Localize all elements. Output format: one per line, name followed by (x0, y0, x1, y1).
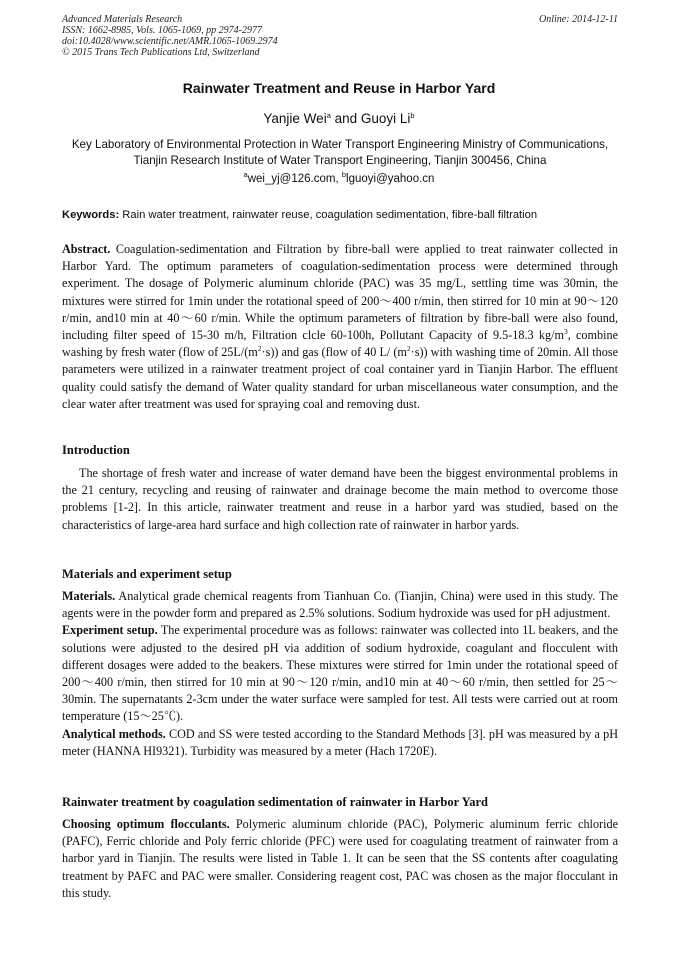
introduction-heading: Introduction (62, 443, 130, 457)
affiliation: Key Laboratory of Environmental Protection in Water Transport Engineering Ministry of Communications, Tianjin Research Institute of Water Transport Engineering, Tianjin 300456, China (71, 138, 609, 167)
author-1: Yanjie Wei (263, 111, 327, 126)
abstract-text-2: , combine washing by fresh water (flow of 25L/(m (62, 328, 618, 360)
keywords-text: Rain water treatment, rainwater reuse, coagulation sedimentation, fibre-ball filtration (119, 209, 538, 221)
online-date: Online: 2014-12-11 (539, 14, 618, 25)
journal-name: Advanced Materials Research (62, 14, 183, 25)
journal-copyright: © 2015 Trans Tech Publications Ltd, Switzerland (62, 47, 260, 58)
methods-label: Analytical methods. (62, 726, 166, 741)
keywords-label: Keywords: (62, 209, 120, 221)
author-line (0, 111, 678, 126)
methods-paragraph (62, 726, 618, 760)
email-2-sup: b (341, 170, 347, 179)
abstract-text-1: Coagulation-sedimentation and Filtration by fibre-ball were applied to treat rainwater collected in Harbor Yard. The optimum parameters of coagulation-sedimentation process were determined through experiment. The dosage of Polymeric aluminum chloride (PAC) was 35 mg/L, settling time was 30min, the mixtures were stirred for 1min under the rotational speed of 200～400 r/min, then stirred for 10 min at 90～120 r/min, and10 min at 40～60 r/min. While the optimum parameters of filtration by fibre-ball were also found, including filter speed of 15-30 m/h, Filtration clcle 60-100h, Pollutant Capacity of 9.5-18.3 kg/m (62, 242, 618, 343)
flocculants-label: Choosing optimum flocculants. (62, 817, 230, 831)
abstract-text-3: ·s)) and gas (flow of 40 L/ (m (261, 345, 407, 360)
email-2: lguoyi@yahoo.cn (346, 173, 435, 185)
setup-paragraph (62, 622, 618, 725)
methods-text: COD and SS were tested according to the Standard Methods [3]. pH was measured by a pH meter (HANNA HI9321). Turbidity was measured by a meter (Hach 1720E). (62, 726, 619, 758)
abstract-text-4: ·s)) with washing time of 20min. All those parameters were utilized in a rainwater treatment project of coal container yard in Tianjin Harbor. The effluent quality could satisfy the demand of Water quality standard for urban miscellaneous water consumption, and the clear water after treatment was used for spraying coal and removing dust. (62, 345, 619, 411)
journal-header (62, 14, 618, 58)
email-1-sup: a (243, 170, 248, 179)
abstract-sup-3: 2 (406, 344, 411, 354)
author-and: and (330, 111, 361, 126)
email-1: wei_yj@126.com, (247, 173, 342, 185)
abstract-sup-2: 2 (257, 344, 262, 354)
email-line (0, 170, 678, 185)
treatment-heading: Rainwater treatment by coagulation sedimentation of rainwater in Harbor Yard (62, 795, 489, 809)
materials-text: Analytical grade chemical reagents from Tianhuan Co. (Tianjin, China) were used in this study. The agents were in the powder form and prepared as 2.5% solutions. Sodium hydroxide was used for pH adjustment. (62, 589, 618, 621)
flocculants-paragraph (62, 816, 618, 902)
keywords (62, 209, 618, 221)
flocculants-text: Polymeric aluminum chloride (PAC), Polymeric aluminum ferric chloride (PAFC), Ferric chloride and Poly ferric chloride (PFC) were used for coagulating treatment of rainwater from a harbor yard in Tianjin. The results were listed in Table 1. It can be seen that the SS contents after coagulating treatment by PAFC and PAC were smaller. Considering reagent cost, PAC was chosen as the major flocculant in this study. (62, 817, 618, 900)
abstract (62, 241, 618, 413)
author-1-sup: a (326, 111, 331, 120)
author-2: Guoyi Li (360, 111, 411, 126)
materials-label: Materials. (62, 589, 116, 603)
materials-body (62, 588, 618, 760)
introduction-text: The shortage of fresh water and increase of water demand have been the biggest environmental problems in the 21 century, recycling and reusing of rainwater and drainage become the main method to overcome those problems [1-2]. In this article, rainwater treatment and reuse in a harbor yard was studied, based on the characteristics of large-area hard surface and high collection rate of rainwater in harbor yards. (62, 466, 618, 532)
journal-doi: doi:10.4028/www.scientific.net/AMR.1065-1069.2974 (62, 36, 278, 47)
treatment-body (62, 816, 618, 902)
setup-label: Experiment setup. (62, 623, 158, 638)
materials-heading: Materials and experiment setup (62, 567, 232, 581)
materials-paragraph (62, 588, 618, 622)
abstract-sup-1: 3 (563, 327, 568, 337)
author-2-sup: b (410, 111, 415, 120)
paper-title: Rainwater Treatment and Reuse in Harbor Yard (182, 80, 496, 96)
abstract-label: Abstract. (62, 242, 111, 256)
journal-issn: ISSN: 1662-8985, Vols. 1065-1069, pp 2974-2977 (62, 25, 262, 36)
setup-text: The experimental procedure was as follows: rainwater was collected into 1L beakers, and the solutions were adjusted to the desired pH via addition of sodium hydroxide, coagulant and flocculent with different dosages were added to the beakers. These mixtures were stirred for 1min under the rotational speed of 200～400 r/min, then stirred for 10 min at 90～120 r/min, and10 min at 40～60 r/min, then settled for 25～30min. The supernatants 2-3cm under the water surface were sampled for test. All tests were carried out at room temperature (15～25℃). (62, 623, 618, 724)
introduction-body (62, 465, 618, 534)
